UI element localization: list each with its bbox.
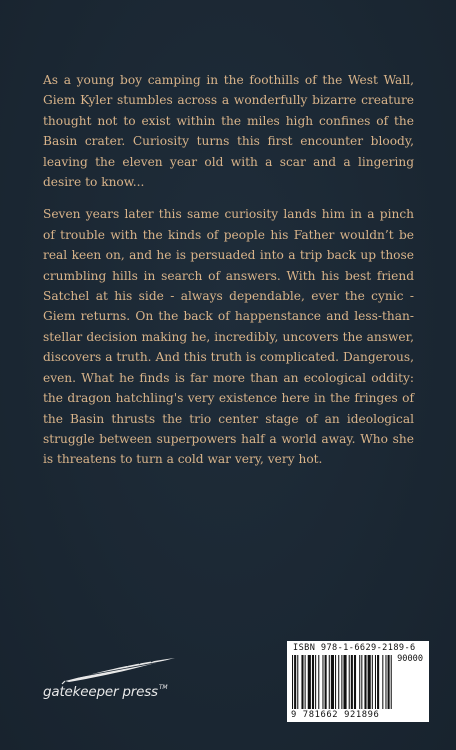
barcode-bar: [364, 655, 366, 709]
barcode-bar: [297, 655, 298, 709]
barcode-bar: [375, 655, 376, 709]
barcode-bars: [292, 655, 424, 711]
barcode-bar: [349, 655, 350, 709]
barcode-bar: [308, 655, 311, 709]
barcode-bar: [338, 655, 339, 709]
barcode-bar: [315, 655, 316, 709]
barcode-bar: [361, 655, 362, 709]
barcode-bar: [377, 655, 379, 709]
barcode-bar: [359, 655, 360, 709]
publisher-name: gatekeeper press™: [43, 684, 168, 700]
barcode-bar: [335, 655, 336, 709]
barcode-bar: [343, 655, 346, 709]
barcode-bar: [292, 655, 293, 709]
barcode-bar: [301, 655, 303, 709]
barcode-bar: [318, 655, 319, 709]
barcode-bar: [312, 655, 314, 709]
barcode-bar: [305, 655, 306, 709]
isbn-barcode: [287, 641, 429, 722]
blurb-paragraph-1: As a young boy camping in the foothills of the West Wall, Giem Kyler stumbles across a wonderfully bizarre creature thought not to exist within the miles high confines of the Basin crater. Curiosity turns this first encounter bloody, leaving the eleven year old with a scar and a lingering desire to know...: [43, 73, 414, 190]
quill-pen-icon: [61, 655, 179, 685]
barcode-bar: [388, 655, 390, 709]
barcode-bar: [294, 655, 296, 709]
blurb-text: [43, 70, 414, 482]
barcode-bar: [382, 655, 383, 709]
barcode-bar: [372, 655, 373, 709]
barcode-bar: [325, 655, 327, 709]
price-code: 90000: [397, 654, 423, 664]
barcode-bar: [322, 655, 323, 709]
barcode-digits: 9 781662 921896: [291, 710, 380, 720]
barcode-bar: [341, 655, 342, 709]
barcode-bar: [331, 655, 334, 709]
isbn-label: ISBN 978-1-6629-2189-6: [293, 643, 416, 653]
barcode-bar: [354, 655, 356, 709]
blurb-paragraph-2: Seven years later this same curiosity lands him in a pinch of trouble with the kinds of people his Father wouldn’t be real keen on, and he is persuaded into a trip back up those crumbling hills in search of answers. With his best friend Satchel at his side - always dependable, ever the cynic - Giem returns. On the back of happenstance and less-than-stellar decision making he, incredibly, uncovers the answer, discovers a truth. And this truth is complicated. Dangerous, even. What he finds is far more than an ecological oddity: the dragon hatchling's very existence here in the fringes of the Basin thrusts the trio center stage of an ideological struggle between superpowers half a world away. Who she is threatens to turn a cold war very, very hot.: [43, 207, 414, 467]
barcode-bar: [351, 655, 353, 709]
publisher-logo: [41, 655, 191, 710]
trademark-mark: TM: [158, 684, 168, 691]
barcode-bar: [329, 655, 330, 709]
barcode-bar: [368, 655, 371, 709]
barcode-bar: [391, 655, 392, 709]
barcode-bar: [385, 655, 386, 709]
